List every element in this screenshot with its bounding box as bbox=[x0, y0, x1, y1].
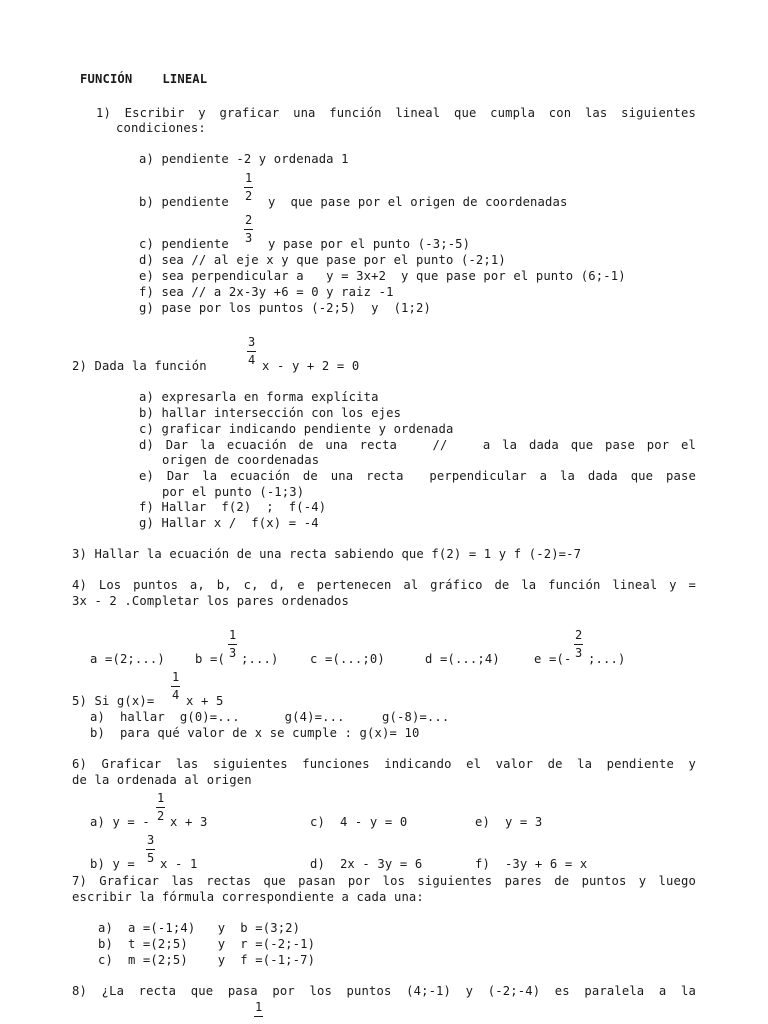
ex2-item-c: c) graficar indicando pendiente y ordenada bbox=[139, 422, 454, 436]
ex2-item-f: f) Hallar f(2) ; f(-4) bbox=[139, 500, 327, 514]
ex3-statement: 3) Hallar la ecuación de una recta sabiendo que f(2) = 1 y f (-2)=-7 bbox=[72, 547, 582, 561]
ex7-item-b: b) t =(2;5) y r =(-2;-1) bbox=[98, 937, 316, 951]
ex4-pair-b-fraction bbox=[228, 629, 237, 660]
ex2-item-e-line-1: e) Dar la ecuación de una recta perpendicular a la dada que pase bbox=[139, 469, 696, 483]
ex2-item-b: b) hallar intersección con los ejes bbox=[139, 406, 402, 420]
ex4-pair-e-fraction bbox=[574, 629, 583, 660]
ex2-item-e-line-2: por el punto (-1;3) bbox=[162, 485, 305, 499]
ex1-item-a: a) pendiente -2 y ordenada 1 bbox=[139, 152, 349, 166]
fraction-bar bbox=[171, 686, 180, 687]
ex5-statement-prefix: 5) Si g(x)= bbox=[72, 694, 155, 708]
ex1-item-c-fraction bbox=[244, 214, 253, 245]
fraction-denominator: 2 bbox=[245, 189, 253, 203]
ex6-statement-line-1: 6) Graficar las siguientes funciones indicando el valor de la pendiente y bbox=[72, 757, 696, 771]
fraction-bar bbox=[574, 644, 583, 645]
fraction-denominator: 4 bbox=[172, 688, 180, 702]
ex2-equation: x - y + 2 = 0 bbox=[262, 359, 360, 373]
ex6-item-b-prefix: b) y = bbox=[90, 857, 135, 871]
fraction-bar bbox=[156, 807, 165, 808]
ex2-item-a: a) expresarla en forma explícita bbox=[139, 390, 379, 404]
fraction-denominator: 4 bbox=[248, 353, 256, 367]
ex6-item-c: c) 4 - y = 0 bbox=[310, 815, 408, 829]
ex6-item-a-fraction bbox=[156, 792, 165, 823]
ex5-fraction bbox=[171, 671, 180, 702]
ex4-pair-c: c =(...;0) bbox=[310, 652, 385, 666]
ex4-pair-d: d =(...;4) bbox=[425, 652, 500, 666]
ex2-item-d-line-2: origen de coordenadas bbox=[162, 453, 320, 467]
ex1-item-b-fraction bbox=[244, 172, 253, 203]
ex6-item-f: f) -3y + 6 = x bbox=[475, 857, 588, 871]
ex1-item-e: e) sea perpendicular a y = 3x+2 y que pase por el punto (6;-1) bbox=[139, 269, 626, 283]
ex1-item-b-prefix: b) pendiente bbox=[139, 195, 229, 209]
ex4-statement-line-1: 4) Los puntos a, b, c, d, e pertenecen al gráfico de la función lineal y = bbox=[72, 578, 696, 592]
fraction-denominator: 3 bbox=[229, 646, 237, 660]
ex2-item-g: g) Hallar x / f(x) = -4 bbox=[139, 516, 319, 530]
ex8-statement-line-1: 8) ¿La recta que pasa por los puntos (4;-1) y (-2;-4) es paralela a la bbox=[72, 984, 696, 998]
ex6-item-a-equation: x + 3 bbox=[170, 815, 208, 829]
fraction-numerator: 1 bbox=[229, 628, 237, 642]
ex6-item-a-prefix: a) y = - bbox=[90, 815, 150, 829]
ex5-equation: x + 5 bbox=[186, 694, 224, 708]
ex6-item-d: d) 2x - 3y = 6 bbox=[310, 857, 423, 871]
fraction-numerator: 2 bbox=[575, 628, 583, 642]
ex6-item-b-fraction bbox=[146, 834, 155, 865]
ex2-fraction bbox=[247, 336, 256, 367]
ex7-statement-line-2: escribir la fórmula correspondiente a cada una: bbox=[72, 890, 424, 904]
ex4-pair-a: a =(2;...) bbox=[90, 652, 165, 666]
ex7-item-a: a) a =(-1;4) y b =(3;2) bbox=[98, 921, 301, 935]
ex1-item-c-text: y pase por el punto (-3;-5) bbox=[268, 237, 471, 251]
ex8-fraction-partial bbox=[254, 1001, 263, 1019]
ex1-intro-line-1: 1) Escribir y graficar una función lineal que cumpla con las siguientes bbox=[96, 106, 696, 120]
ex6-item-b-equation: x - 1 bbox=[160, 857, 198, 871]
ex4-pair-b-suffix: ;...) bbox=[241, 652, 279, 666]
ex6-item-e: e) y = 3 bbox=[475, 815, 543, 829]
fraction-denominator: 3 bbox=[575, 646, 583, 660]
fraction-numerator: 1 bbox=[245, 171, 253, 185]
fraction-numerator: 2 bbox=[245, 213, 253, 227]
ex2-item-d-line-1: d) Dar la ecuación de una recta // a la dada que pase por el bbox=[139, 438, 696, 452]
fraction-bar bbox=[244, 229, 253, 230]
fraction-numerator: 1 bbox=[157, 791, 165, 805]
ex1-item-c-prefix: c) pendiente bbox=[139, 237, 229, 251]
ex7-item-c: c) m =(2;5) y f =(-1;-7) bbox=[98, 953, 316, 967]
ex1-item-g: g) pase por los puntos (-2;5) y (1;2) bbox=[139, 301, 432, 315]
fraction-denominator: 3 bbox=[245, 231, 253, 245]
ex4-pair-e-suffix: ;...) bbox=[588, 652, 626, 666]
ex7-statement-line-1: 7) Graficar las rectas que pasan por los siguientes pares de puntos y luego bbox=[72, 874, 696, 888]
fraction-bar bbox=[146, 849, 155, 850]
fraction-bar bbox=[228, 644, 237, 645]
ex4-pair-e-prefix: e =(- bbox=[534, 652, 572, 666]
fraction-numerator: 3 bbox=[147, 833, 155, 847]
fraction-numerator: 1 bbox=[172, 670, 180, 684]
fraction-bar bbox=[254, 1016, 263, 1017]
fraction-numerator: 1 bbox=[255, 1000, 263, 1014]
ex1-item-b-text: y que pase por el origen de coordenadas bbox=[268, 195, 568, 209]
ex6-statement-line-2: de la ordenada al origen bbox=[72, 773, 252, 787]
ex5-item-a: a) hallar g(0)=... g(4)=... g(-8)=... bbox=[90, 710, 450, 724]
ex2-statement-prefix: 2) Dada la función bbox=[72, 359, 207, 373]
ex1-item-f: f) sea // a 2x-3y +6 = 0 y raiz -1 bbox=[139, 285, 394, 299]
fraction-denominator: 5 bbox=[147, 851, 155, 865]
ex4-pair-b-prefix: b =( bbox=[195, 652, 225, 666]
fraction-denominator: 2 bbox=[157, 809, 165, 823]
fraction-numerator: 3 bbox=[248, 335, 256, 349]
ex4-statement-line-2: 3x - 2 .Completar los pares ordenados bbox=[72, 594, 350, 608]
fraction-bar bbox=[244, 187, 253, 188]
document-title: FUNCIÓN LINEAL bbox=[80, 72, 208, 86]
ex1-item-d: d) sea // al eje x y que pase por el punto (-2;1) bbox=[139, 253, 506, 267]
ex5-item-b: b) para qué valor de x se cumple : g(x)= 10 bbox=[90, 726, 420, 740]
fraction-bar bbox=[247, 351, 256, 352]
ex1-intro-line-2: condiciones: bbox=[116, 121, 206, 135]
